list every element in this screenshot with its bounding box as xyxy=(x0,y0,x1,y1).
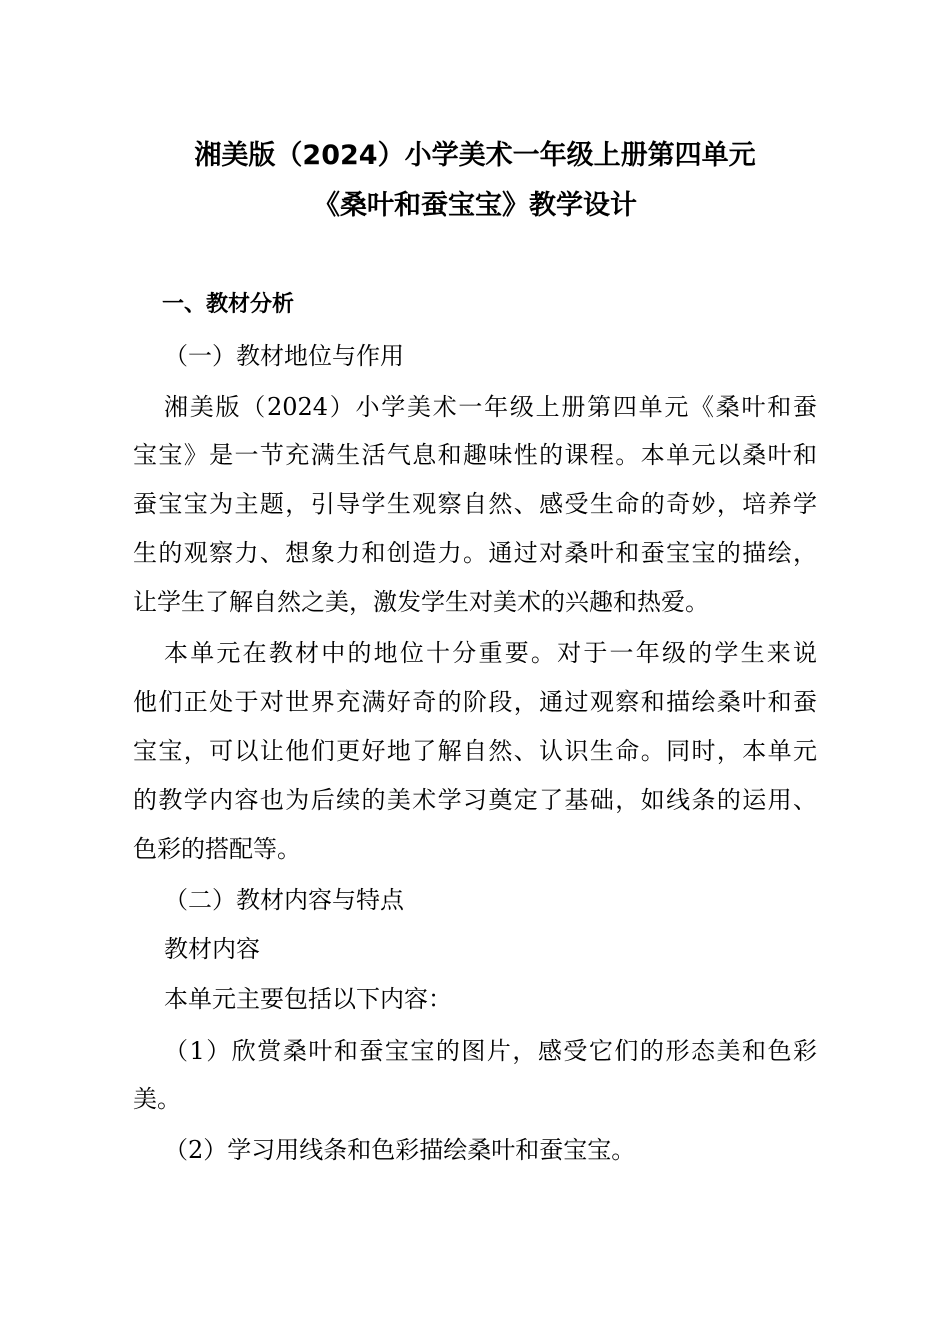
paragraph-line: 色彩的搭配等。 xyxy=(133,835,301,863)
paragraph-line: 生的观察力、想象力和创造力。通过对桑叶和蚕宝宝的描绘， xyxy=(133,539,817,567)
list-item-1-line-2: 美。 xyxy=(133,1085,181,1113)
paragraph-line: 宝宝，可以让他们更好地了解自然、认识生命。同时，本单元 xyxy=(133,737,817,765)
paragraph-line: 他们正处于对世界充满好奇的阶段，通过观察和描绘桑叶和蚕 xyxy=(133,688,817,716)
paragraph-line: 让学生了解自然之美，激发学生对美术的兴趣和热爱。 xyxy=(133,588,709,616)
list-item-2: （2）学习用线条和色彩描绘桑叶和蚕宝宝。 xyxy=(164,1136,636,1164)
content-label: 教材内容 xyxy=(164,935,260,963)
paragraph-line: 湘美版（2024）小学美术一年级上册第四单元《桑叶和蚕 xyxy=(164,393,817,421)
content-intro: 本单元主要包括以下内容： xyxy=(164,985,452,1013)
section-heading-textbook-analysis: 一、教材分析 xyxy=(162,292,295,317)
paragraph-line: 的教学内容也为后续的美术学习奠定了基础，如线条的运用、 xyxy=(133,786,817,814)
subsection-heading-status-role: （一）教材地位与作用 xyxy=(164,342,404,370)
document-title-line-1: 湘美版（2024）小学美术一年级上册第四单元 xyxy=(194,140,756,171)
paragraph-line: 蚕宝宝为主题，引导学生观察自然、感受生命的奇妙，培养学 xyxy=(133,490,817,518)
paragraph-line: 本单元在教材中的地位十分重要。对于一年级的学生来说 xyxy=(164,639,817,667)
document-title-line-2: 《桑叶和蚕宝宝》教学设计 xyxy=(313,190,637,221)
list-item-1-line-1: （1）欣赏桑叶和蚕宝宝的图片，感受它们的形态美和色彩 xyxy=(164,1037,817,1065)
subsection-heading-content-features: （二）教材内容与特点 xyxy=(164,886,404,914)
paragraph-line: 宝宝》是一节充满生活气息和趣味性的课程。本单元以桑叶和 xyxy=(133,441,817,469)
